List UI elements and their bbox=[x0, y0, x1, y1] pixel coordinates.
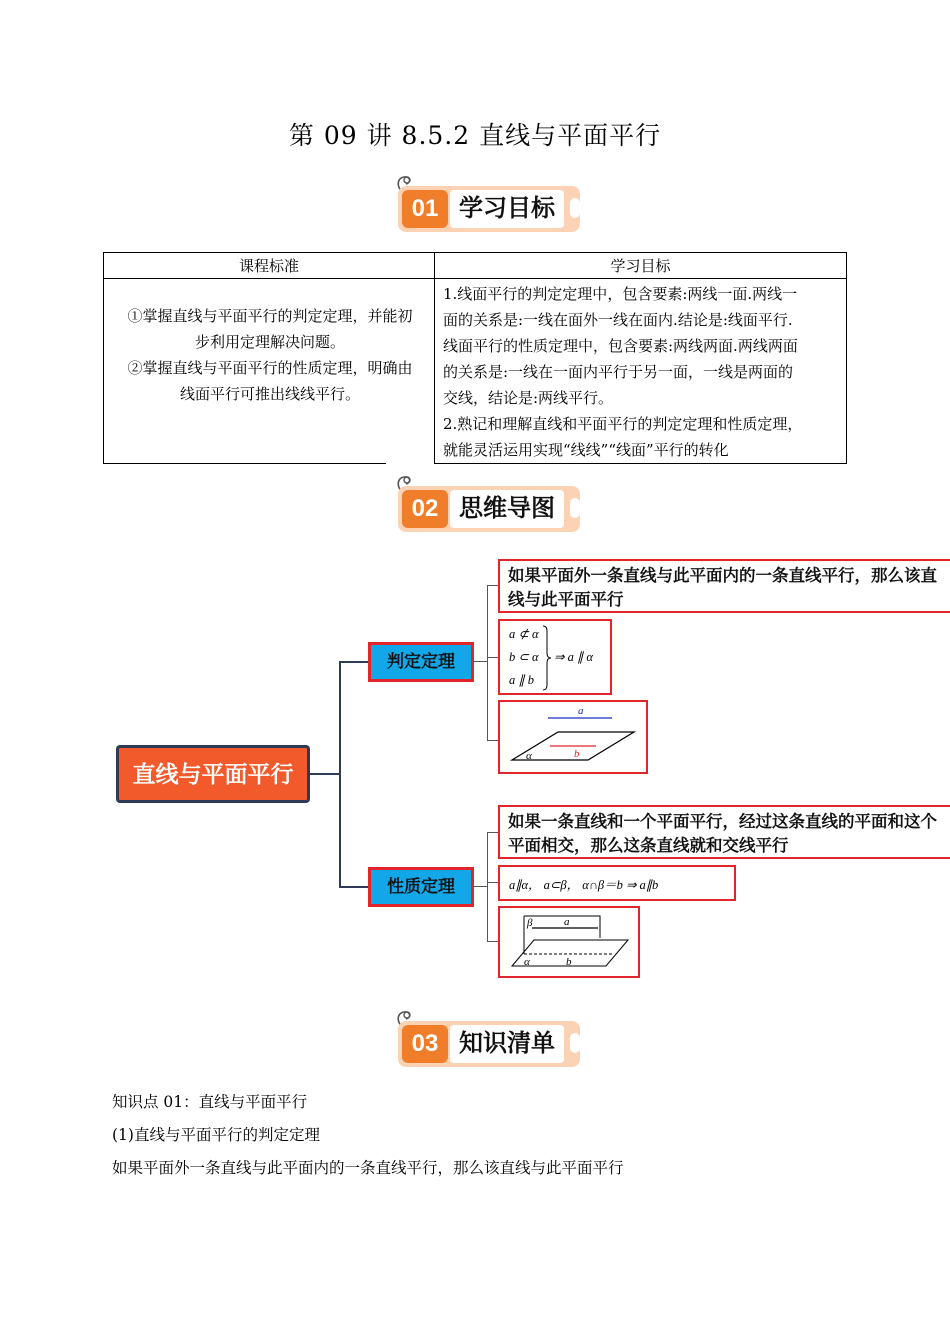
criterion-statement-line2: 线与此平面平行 bbox=[508, 591, 624, 609]
page-title: 第 09 讲 8.5.2 直线与平面平行 bbox=[288, 121, 662, 150]
section-number: 01 bbox=[402, 190, 448, 228]
standard-line: ②掌握直线与平面平行的性质定理，明确由 bbox=[127, 359, 413, 377]
formula-conclusion: ⇒ a ∥ α bbox=[554, 650, 593, 664]
label-alpha: α bbox=[526, 750, 532, 762]
criterion-figure bbox=[500, 702, 646, 772]
standard-line: ①掌握直线与平面平行的判定定理，并能初 bbox=[127, 307, 413, 325]
table-header-goal: 学习目标 bbox=[435, 253, 847, 279]
criterion-formula-box bbox=[498, 619, 612, 695]
section-header-knowledge bbox=[392, 1007, 588, 1069]
label-alpha: α bbox=[524, 956, 530, 968]
goal-line: 线面平行的性质定理中，包含要素:两线两面.两线两面 bbox=[443, 337, 798, 355]
goal-line: 交线，结论是:两线平行。 bbox=[443, 389, 614, 407]
mindmap-root: 直线与平面平行 bbox=[116, 745, 310, 803]
property-formula: a∥α， a⊂β， α∩β＝b ⇒ a∥b bbox=[509, 878, 659, 892]
property-figure bbox=[500, 908, 638, 976]
formula-a-parallel-b: a ∥ b bbox=[509, 673, 534, 687]
goal-line: 2.熟记和理解直线和平面平行的判定定理和性质定理， bbox=[443, 415, 803, 433]
label-b: b bbox=[566, 956, 572, 968]
brace-icon bbox=[542, 625, 552, 691]
property-statement-line2: 平面相交，那么这条直线就和交线平行 bbox=[508, 837, 789, 855]
property-statement-line1: 如果一条直线和一个平面平行，经过这条直线的平面和这个 bbox=[508, 813, 937, 831]
criterion-statement-line1: 如果平面外一条直线与此平面内的一条直线平行，那么该直 bbox=[508, 567, 937, 585]
criterion-figure-box bbox=[498, 700, 648, 774]
property-formula-box bbox=[498, 865, 736, 901]
section-label: 学习目标 bbox=[450, 190, 564, 228]
section-header-objectives bbox=[392, 172, 588, 234]
knowledge-point-title: 知识点 01：直线与平面平行 bbox=[112, 1093, 308, 1111]
property-figure-box bbox=[498, 906, 640, 978]
label-a: a bbox=[564, 916, 570, 928]
goal-line: 1.线面平行的判定定理中，包含要素:两线一面.两线一 bbox=[443, 285, 798, 303]
label-beta: β bbox=[527, 917, 533, 929]
label-a: a bbox=[578, 705, 584, 717]
goal-line: 的关系是:一线在一面内平行于另一面，一线是两面的 bbox=[443, 363, 794, 381]
branch-property-theorem: 性质定理 bbox=[368, 867, 474, 907]
knowledge-subheading: (1)直线与平面平行的判定定理 bbox=[112, 1126, 320, 1144]
knowledge-text: 如果平面外一条直线与此平面内的一条直线平行，那么该直线与此平面平行 bbox=[112, 1159, 624, 1177]
branch-criterion-theorem: 判定定理 bbox=[368, 642, 474, 682]
criterion-statement-box bbox=[498, 559, 950, 613]
learning-goals-cell bbox=[435, 279, 847, 464]
section-label: 知识清单 bbox=[450, 1025, 564, 1063]
section-number: 03 bbox=[402, 1025, 448, 1063]
formula-a-not-in-alpha: a ⊄ α bbox=[509, 627, 539, 641]
objectives-table bbox=[103, 252, 847, 464]
table-header-standard: 课程标准 bbox=[104, 253, 435, 279]
goal-line: 就能灵活运用实现“线线”“线面”平行的转化 bbox=[443, 441, 729, 459]
standard-line: 线面平行可推出线线平行。 bbox=[179, 385, 360, 403]
course-standards-cell bbox=[104, 279, 435, 464]
formula-b-in-alpha: b ⊂ α bbox=[509, 650, 539, 664]
section-header-mindmap bbox=[392, 472, 588, 534]
standard-line: 步利用定理解决问题。 bbox=[194, 333, 345, 351]
section-label: 思维导图 bbox=[450, 490, 564, 528]
goal-line: 面的关系是:一线在面外一线在面内.结论是:线面平行. bbox=[443, 311, 793, 329]
property-statement-box bbox=[498, 805, 950, 859]
section-number: 02 bbox=[402, 490, 448, 528]
label-b: b bbox=[574, 748, 580, 760]
